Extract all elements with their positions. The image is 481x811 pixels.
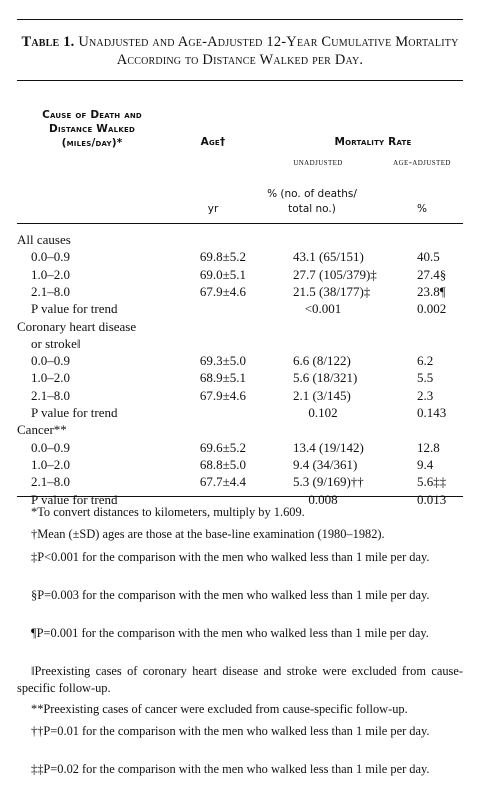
table-row [17, 352, 463, 369]
unadjusted-cell: 6.6 (8/122) [293, 353, 351, 369]
table-row [17, 318, 463, 335]
cause-header-line1: Cause of Death and [42, 109, 142, 121]
table-row [17, 369, 463, 386]
age-cell: 67.7±4.4 [199, 474, 247, 490]
unadjusted-unit-line2: total no.) [288, 203, 336, 215]
age-cell: 69.3±5.0 [199, 353, 247, 369]
footnote: *To convert distances to kilometers, multiply by 1.609. [31, 505, 305, 519]
row-label: 0.0–0.9 [31, 439, 70, 455]
adjusted-cell: 5.6‡‡ [417, 474, 447, 490]
unadjusted-cell: 13.4 (19/142) [293, 439, 364, 455]
row-label: P value for trend [31, 301, 118, 317]
age-cell: 68.9±5.1 [199, 370, 247, 386]
footnote: ‖Preexisting cases of coronary heart disease and stroke were excluded from cause-specific follow-up. [17, 664, 463, 695]
header-rule [17, 223, 463, 224]
footnote: ‡P<0.001 for the comparison with the men who walked less than 1 mile per day. [31, 550, 430, 564]
row-label: 0.0–0.9 [31, 353, 70, 369]
age-cell: 69.8±5.2 [199, 249, 247, 265]
row-label: 0.0–0.9 [31, 249, 70, 265]
table-row [17, 300, 463, 317]
title-rule [17, 80, 463, 81]
bottom-rule [17, 496, 463, 497]
adjusted-cell: 0.013 [417, 491, 447, 507]
footnote: **Preexisting cases of cancer were excluded from cause-specific follow-up. [31, 702, 408, 716]
unadjusted-cell: 5.3 (9/169)†† [293, 474, 364, 490]
row-label: All causes [17, 232, 71, 247]
adjusted-cell: 2.3 [417, 387, 434, 403]
adjusted-cell: 0.143 [417, 405, 447, 420]
footnote: ¶P=0.001 for the comparison with the men who walked less than 1 mile per day. [31, 626, 429, 640]
row-label: or stroke‖ [31, 335, 81, 351]
table-row [17, 283, 463, 300]
table-row [17, 266, 463, 283]
age-cell: 69.6±5.2 [199, 439, 247, 455]
table-row [17, 473, 463, 490]
cause-header-line2: Distance Walked [49, 123, 135, 135]
table-row [17, 439, 463, 456]
adjusted-cell: 12.8 [417, 439, 440, 455]
row-label: 1.0–2.0 [31, 456, 70, 472]
footnote: ‡‡P=0.02 for the comparison with the men who walked less than 1 mile per day. [31, 762, 430, 776]
unadjusted-cell: <0.001 [304, 301, 342, 317]
cause-header-line3: (miles/day)* [61, 137, 123, 149]
row-label: Cancer** [17, 422, 67, 438]
age-cell: 68.8±5.0 [199, 456, 247, 472]
cause-header [17, 108, 167, 150]
table-row [17, 248, 463, 265]
table-row [17, 456, 463, 473]
unadjusted-header: unadjusted [293, 158, 343, 168]
table-title [17, 33, 463, 69]
adjusted-cell: 5.5 [417, 370, 434, 386]
unadjusted-unit-line1: % (no. of deaths/ [267, 188, 357, 200]
mortality-header: Mortality Rate [334, 136, 412, 148]
footnote: §P=0.003 for the comparison with the men who walked less than 1 mile per day. [31, 588, 430, 602]
footnote: †Mean (±SD) ages are those at the base-line examination (1980–1982). [31, 527, 385, 541]
row-label: Coronary heart disease [17, 318, 137, 334]
unadjusted-cell: 43.1 (65/151) [293, 249, 364, 265]
row-label: 1.0–2.0 [31, 370, 70, 386]
unadjusted-cell: 2.1 (3/145) [293, 387, 351, 403]
table-row [17, 335, 463, 352]
table-row [17, 421, 463, 438]
adjusted-cell: 23.8¶ [417, 283, 446, 299]
adjusted-cell: 40.5 [417, 249, 440, 265]
unadjusted-cell: 21.5 (38/177)‡ [293, 283, 371, 299]
table-number: Table 1. [21, 34, 75, 50]
table-caption: Unadjusted and Age-Adjusted 12-Year Cumulative Mortality According to Distance Walked per Day. [78, 34, 459, 68]
adjusted-unit: % [417, 203, 427, 215]
row-label: 2.1–8.0 [31, 283, 70, 299]
row-label: 2.1–8.0 [31, 474, 70, 490]
table-row [17, 231, 463, 248]
age-cell: 67.9±4.6 [199, 387, 247, 403]
age-cell: 69.0±5.1 [199, 266, 247, 282]
age-header: Age† [200, 136, 226, 148]
unadjusted-unit [252, 187, 372, 217]
age-unit: yr [207, 203, 219, 215]
row-label: 1.0–2.0 [31, 266, 70, 282]
adjusted-cell: 6.2 [417, 353, 434, 369]
table-row [17, 404, 463, 421]
unadjusted-cell: 9.4 (34/361) [293, 456, 358, 472]
footnote: ††P=0.01 for the comparison with the men who walked less than 1 mile per day. [31, 724, 430, 738]
row-label: 2.1–8.0 [31, 387, 70, 403]
unadjusted-cell: 0.008 [308, 491, 338, 507]
adjusted-cell: 9.4 [417, 456, 434, 472]
row-label: P value for trend [31, 405, 118, 420]
adjusted-cell: 0.002 [417, 301, 447, 317]
age-cell: 67.9±4.6 [199, 283, 247, 299]
top-rule [17, 19, 463, 20]
age-adjusted-header: age-adjusted [393, 158, 451, 168]
adjusted-cell: 27.4§ [417, 266, 447, 282]
unadjusted-cell: 0.102 [308, 405, 338, 420]
table-row [17, 387, 463, 404]
unadjusted-cell: 5.6 (18/321) [293, 370, 358, 386]
unadjusted-cell: 27.7 (105/379)‡ [293, 266, 377, 282]
row-label: P value for trend [31, 491, 118, 507]
